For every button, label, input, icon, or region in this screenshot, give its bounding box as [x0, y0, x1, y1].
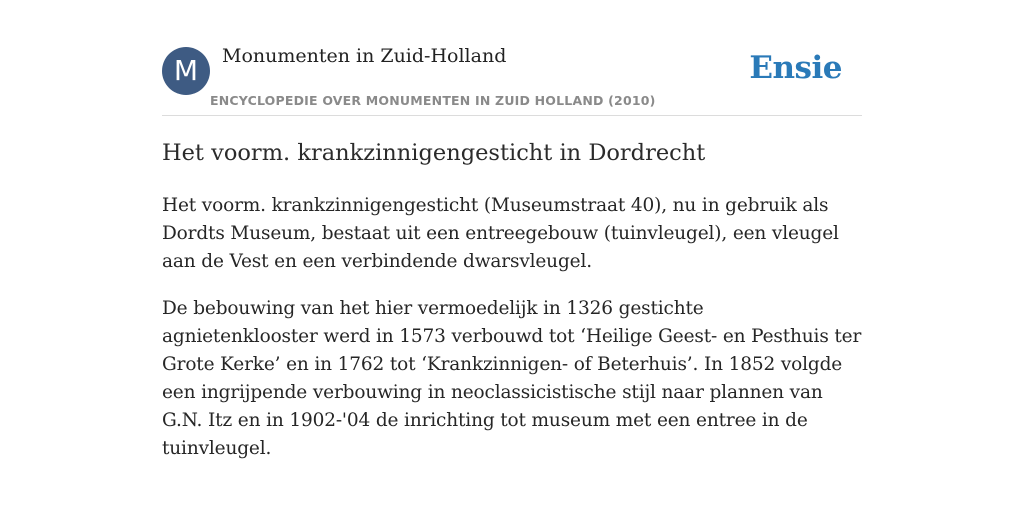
article-paragraph: De bebouwing van het hier vermoedelijk in 1326 gestichte agnietenklooster werd in 1573 verbouwd tot ‘Heilige Geest- en Pesthuis ter Grote Kerke’ en in 1762 tot ‘Krankzinnigen- of Beterhuis’. In 1852 volgde een ingrijpende verbouwing in neoclassicistische stijl naar plannen van G.N. Itz en in 1902-'04 de inrichting tot museum met een entree in de tuinvleugel.	[162, 298, 862, 459]
article-paragraph: Het voorm. krankzinnigengesticht (Museumstraat 40), nu in gebruik als Dordts Museum, bestaat uit een entreegebouw (tuinvleugel), een vleugel aan de Vest en een verbindende dwarsvleugel.	[162, 195, 839, 272]
article-title: Het voorm. krankzinnigengesticht in Dordrecht	[162, 140, 706, 166]
source-header	[162, 0, 862, 116]
ensie-logo[interactable]: Ensie	[749, 50, 842, 86]
source-subtitle: ENCYCLOPEDIE OVER MONUMENTEN IN ZUID HOLLAND (2010)	[210, 93, 656, 108]
article-card	[162, 0, 862, 512]
source-title[interactable]: Monumenten in Zuid-Holland	[222, 45, 507, 67]
source-avatar[interactable]: M	[162, 47, 210, 95]
